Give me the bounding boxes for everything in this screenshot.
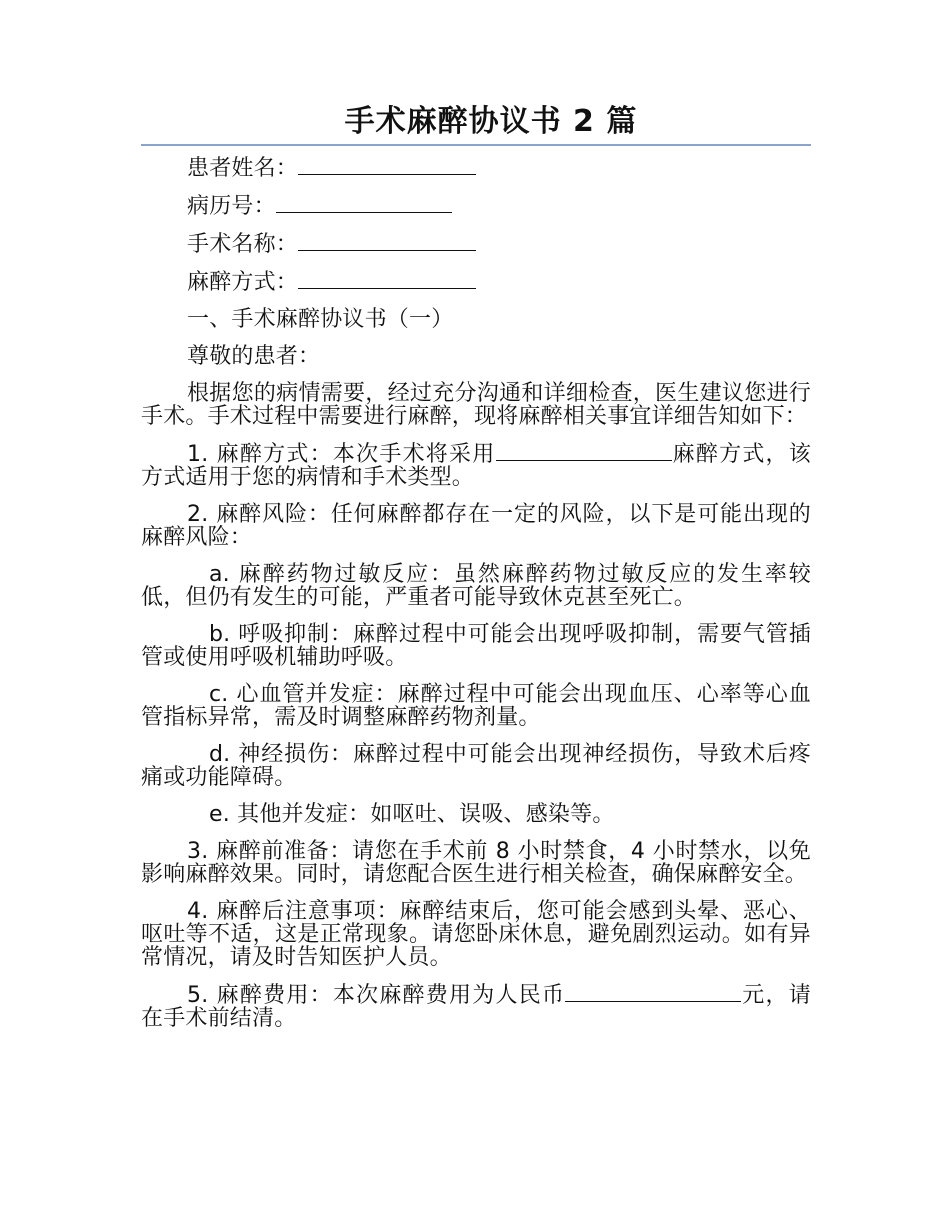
item-anesthesia-method (141, 442, 811, 489)
section-heading: 一、手术麻醉协议书（一） (187, 307, 454, 332)
intro-paragraph: 根据您的病情需要，经过充分沟通和详细检查，医生建议您进行手术。手术过程中需要进行麻醉，现将麻醉相关事宜详细告知如下： (141, 381, 811, 429)
patient-name-field (141, 156, 811, 180)
item5-text-before: 5. 麻醉费用：本次麻醉费用为人民币 (187, 983, 566, 1008)
item-anesthesia-risk: 2. 麻醉风险：任何麻醉都存在一定的风险，以下是可能出现的麻醉风险： (141, 502, 811, 550)
surgery-name-label: 手术名称： (187, 232, 299, 257)
patient-name-label: 患者姓名： (187, 156, 299, 181)
patient-name-blank[interactable] (298, 156, 476, 175)
item1-text-after: 麻醉方式，该方式适用于您的病情和手术类型。 (141, 442, 812, 490)
risk-cardiovascular: c. 心血管并发症：麻醉过程中可能会出现血压、心率等心血管指标异常，需及时调整麻醉药物剂量。 (141, 682, 811, 730)
record-number-label: 病历号： (187, 194, 276, 219)
item-preparation: 3. 麻醉前准备：请您在手术前 8 小时禁食，4 小时禁水，以免影响麻醉效果。同时，请您配合医生进行相关检查，确保麻醉安全。 (141, 839, 811, 887)
risk-respiratory: b. 呼吸抑制：麻醉过程中可能会出现呼吸抑制，需要气管插管或使用呼吸机辅助呼吸。 (141, 622, 811, 670)
salutation: 尊敬的患者： (187, 344, 321, 369)
anesthesia-method-blank[interactable] (298, 270, 476, 289)
document-page (141, 100, 811, 1044)
document-title: 手术麻醉协议书 2 篇 (344, 104, 638, 139)
item-fee (141, 983, 811, 1030)
item1-method-blank[interactable] (496, 442, 672, 461)
item1-text-before: 1. 麻醉方式：本次手术将采用 (187, 442, 496, 467)
title-underline (141, 144, 811, 146)
item5-text-after: 元，请在手术前结清。 (141, 983, 811, 1031)
fee-amount-blank[interactable] (565, 983, 741, 1002)
record-number-blank[interactable] (276, 194, 452, 213)
item-post-care: 4. 麻醉后注意事项：麻醉结束后，您可能会感到头晕、恶心、呕吐等不适，这是正常现象。请您卧床休息，避免剧烈运动。如有异常情况，请及时告知医护人员。 (141, 899, 811, 970)
risk-other: e. 其他并发症：如呕吐、误吸、感染等。 (209, 802, 615, 827)
surgery-name-blank[interactable] (298, 232, 476, 251)
risk-nerve: d. 神经损伤：麻醉过程中可能会出现神经损伤，导致术后疼痛或功能障碍。 (141, 742, 811, 790)
anesthesia-method-field (141, 270, 811, 294)
record-number-field (141, 194, 811, 218)
surgery-name-field (141, 232, 811, 256)
anesthesia-method-label: 麻醉方式： (187, 270, 299, 295)
risk-allergy: a. 麻醉药物过敏反应：虽然麻醉药物过敏反应的发生率较低，但仍有发生的可能，严重者可能导致休克甚至死亡。 (141, 562, 811, 610)
